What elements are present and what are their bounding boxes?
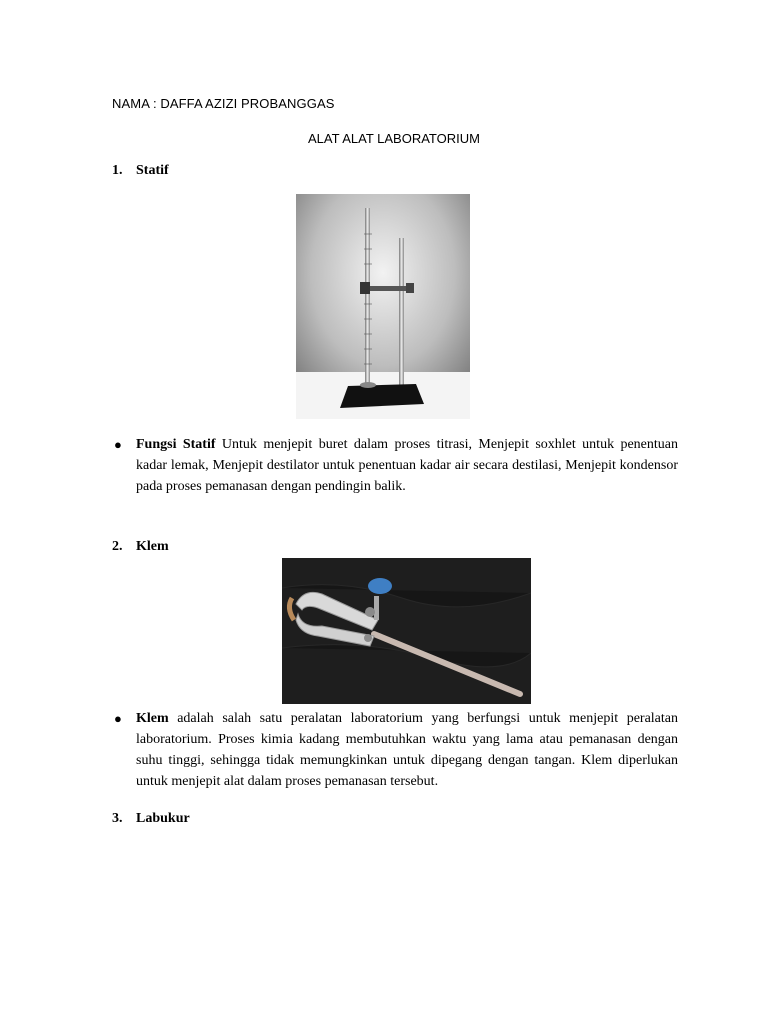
section-heading-statif (112, 163, 169, 179)
statif-photo (296, 194, 470, 419)
bullet-klem (112, 708, 678, 792)
bullet-icon: ● (114, 437, 122, 452)
bullet-fungsi-statif (112, 434, 678, 497)
section-heading-klem (112, 539, 169, 555)
document-title: ALAT ALAT LABORATORIUM (308, 131, 480, 146)
klem-photo (282, 558, 531, 704)
section-heading-labukur (112, 811, 190, 827)
section-title: Klem (136, 539, 169, 554)
bullet-term: Klem (136, 711, 169, 726)
bullet-text: Untuk menjepit buret dalam proses titrasi, Menjepit soxhlet untuk penentuan kadar lemak, Menjepit destilator untuk penentuan kadar air secara destilasi, Menjepit kondensor pada proses pemanasan dengan pendingin balik. (136, 437, 679, 494)
section-title: Statif (136, 163, 169, 178)
student-name-line: NAMA : DAFFA AZIZI PROBANGGAS (112, 96, 335, 111)
bullet-text: adalah salah satu peralatan laboratorium yang berfungsi untuk menjepit peralatan laboratorium. Proses kimia kadang membutuhkan waktu yang lama atau pemanasan dengan suhu tinggi, sehingga tidak memungkinkan untuk dipegang dengan tangan. Klem diperlukan untuk menjepit alat dalam proses pemanasan tersebut. (136, 711, 678, 789)
section-number: 3. (112, 811, 123, 826)
section-number: 2. (112, 539, 123, 554)
bullet-icon: ● (114, 711, 122, 726)
section-title: Labukur (136, 811, 190, 826)
bullet-term: Fungsi Statif (136, 437, 216, 452)
section-number: 1. (112, 163, 123, 178)
